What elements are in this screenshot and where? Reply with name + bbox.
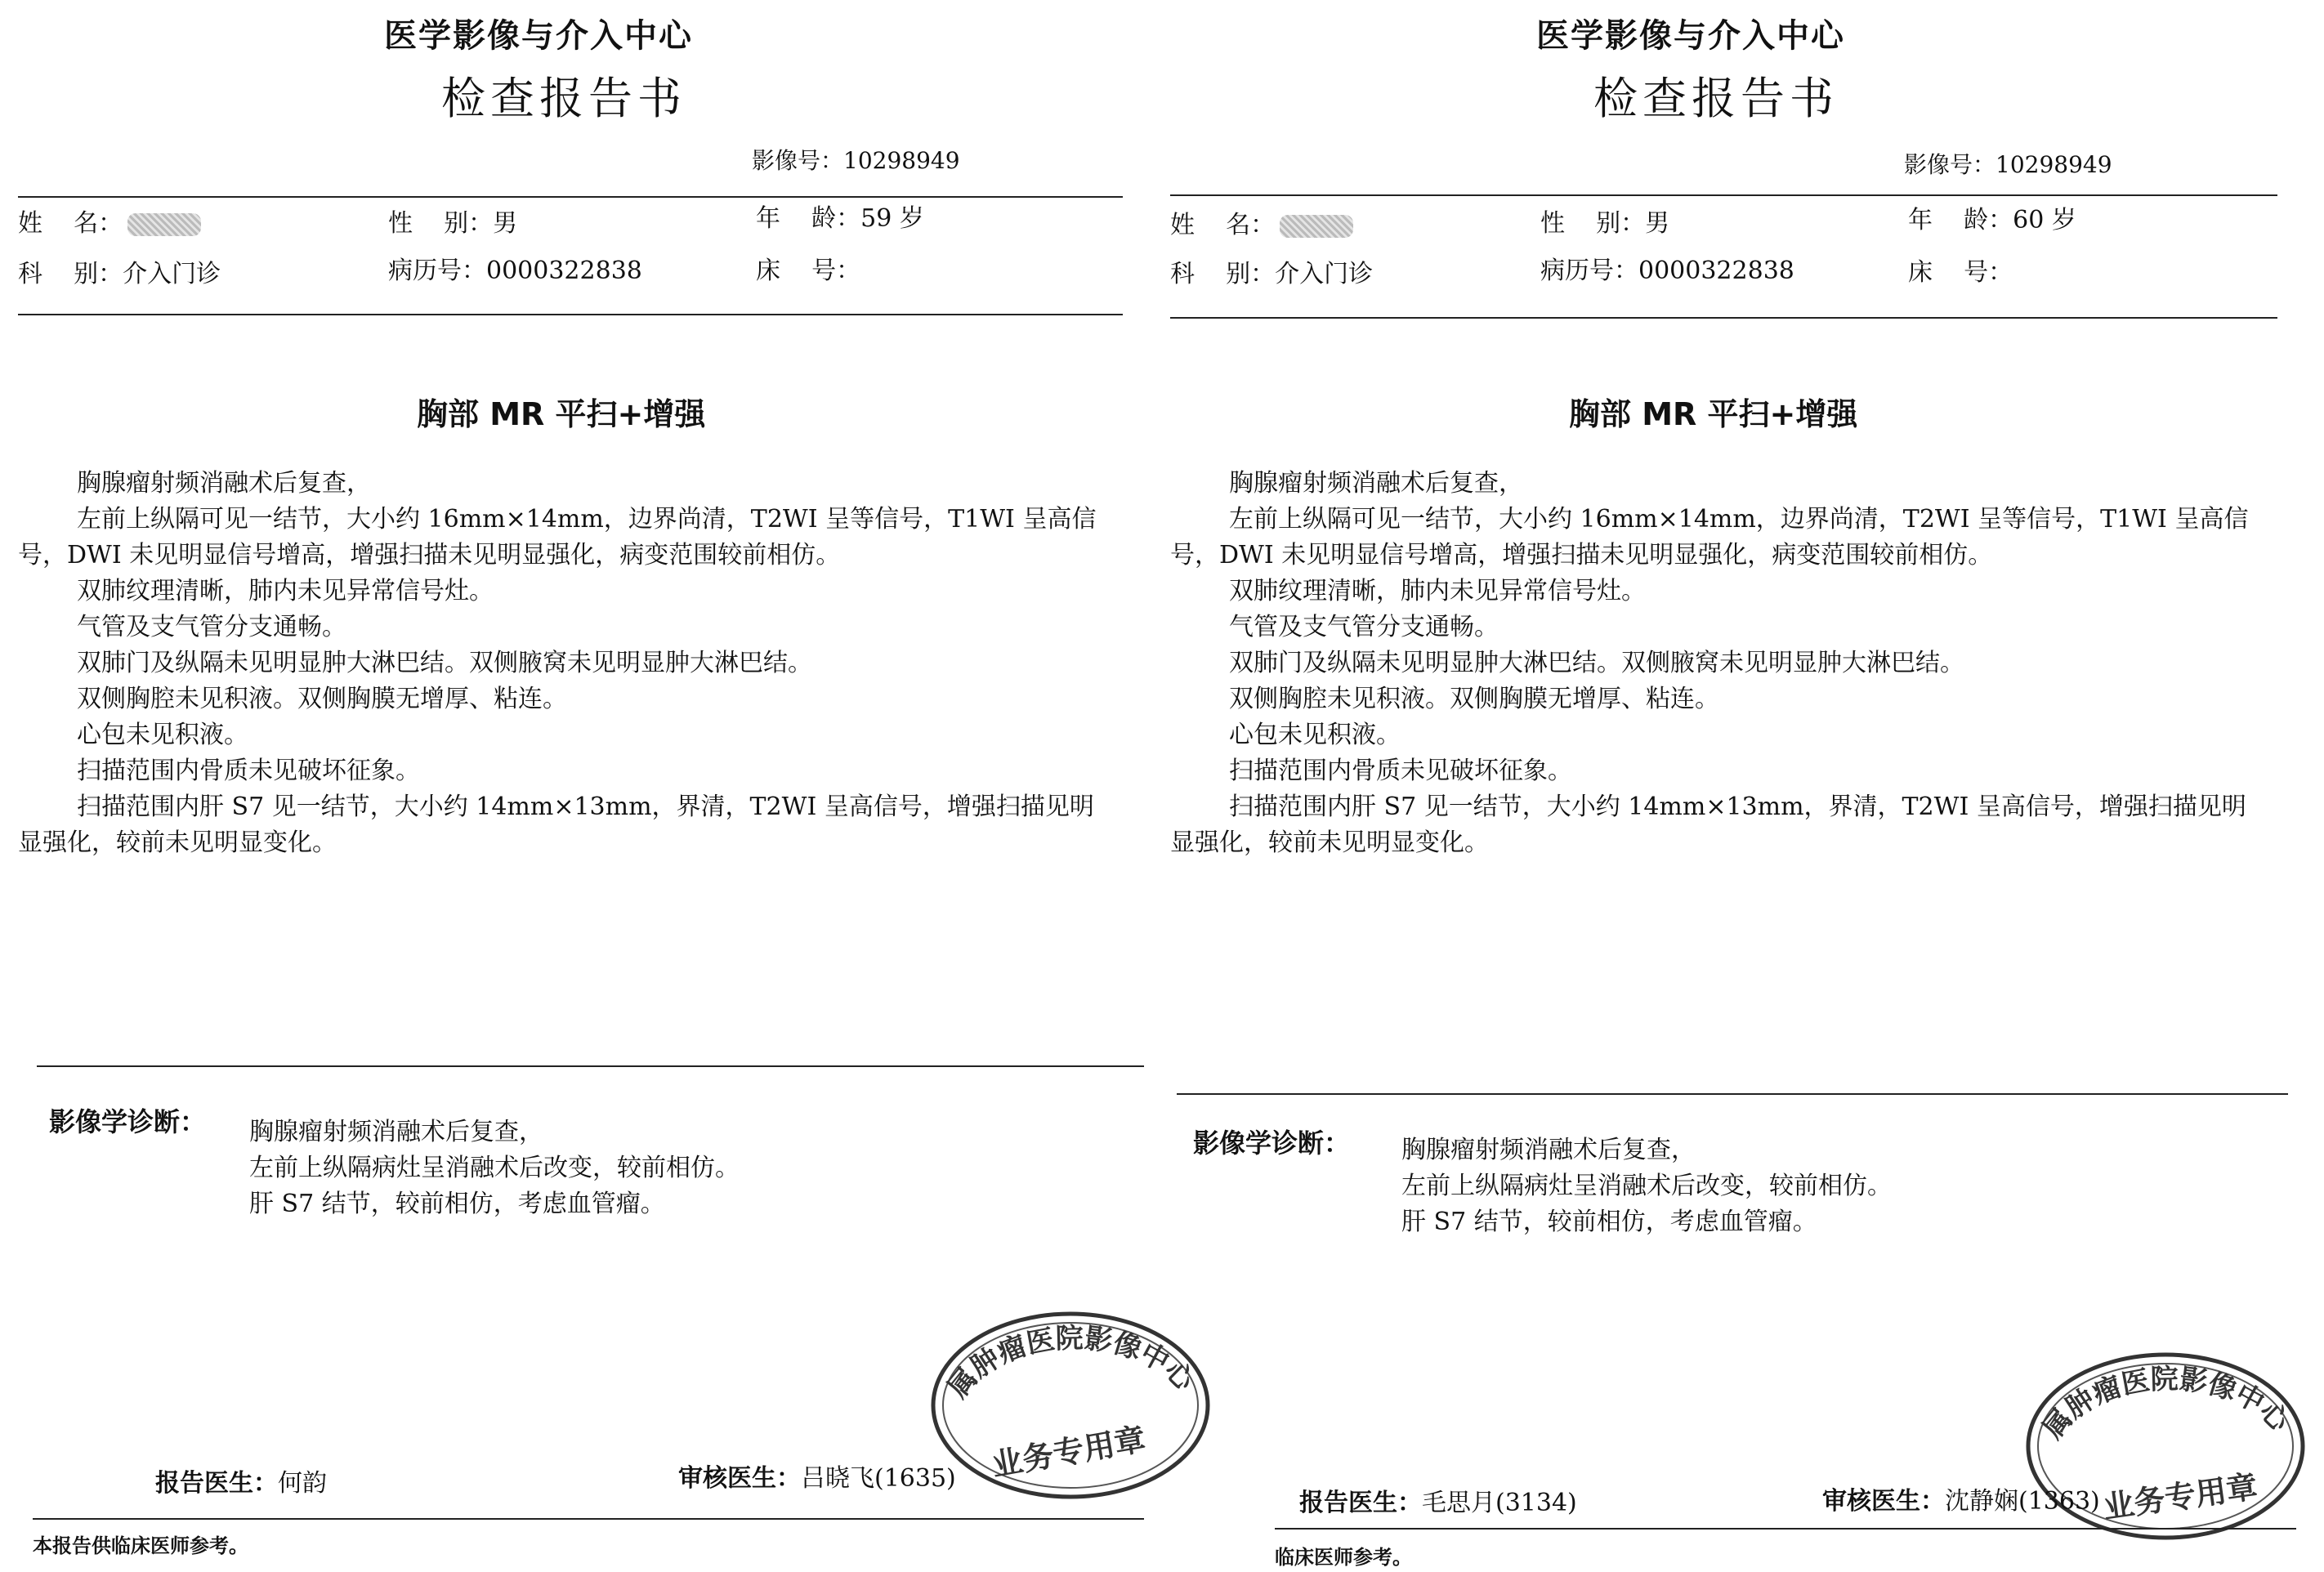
finding-line: 气管及支气管分支通畅。 [77, 613, 346, 641]
finding-line: 心包未见积液。 [77, 721, 248, 749]
report-title: 检查报告书 [441, 73, 686, 124]
finding-line: 扫描范围内骨质未见破坏征象。 [77, 757, 420, 785]
finding-line: 双侧胸腔未见积液。双侧胸膜无增厚、粘连。 [77, 685, 567, 713]
org-name: 医学影像与介入中心 [1536, 17, 1845, 55]
findings [18, 466, 1113, 861]
finding-line: 胸腺瘤射频消融术后复查， [77, 469, 371, 498]
diagnosis-label: 影像学诊断： [49, 1106, 207, 1137]
reporting-doctor [1299, 1482, 1577, 1518]
divider [1177, 1093, 2288, 1095]
image-number: 影像号：10298949 [1904, 151, 2112, 178]
redacted-name [127, 213, 201, 236]
finding-line: 心包未见积液。 [1229, 721, 1401, 749]
reviewing-doctor-label: 审核医生： [678, 1464, 801, 1493]
image-number: 影像号：10298949 [752, 147, 960, 174]
patient-name-label: 姓 名： [1170, 211, 1276, 239]
diagnosis-line: 左前上纵隔病灶呈消融术后改变，较前相仿。 [1401, 1172, 1892, 1200]
patient-name [18, 203, 201, 239]
reporting-doctor-name: 毛思月(3134) [1422, 1489, 1577, 1517]
report-title: 检查报告书 [1593, 73, 1839, 124]
finding-line: 双侧胸腔未见积液。双侧胸膜无增厚、粘连。 [1229, 685, 1719, 713]
divider [1170, 194, 2277, 196]
department: 科 别：介入门诊 [1170, 260, 1374, 288]
exam-title: 胸部 MR 平扫+增强 [417, 396, 706, 432]
report-right [1169, 0, 2313, 1572]
footnote: 临床医师参考。 [1275, 1546, 1412, 1569]
finding-line: 左前上纵隔可见一结节，大小约 16mm×14mm，边界尚清，T2WI 呈等信号，T1WI 呈高信号，DWI 未见明显信号增高，增强扫描未见明显强化，病变范围较前相仿。 [18, 505, 1097, 569]
patient-age: 年 龄：60 岁 [1908, 206, 2076, 234]
divider [1275, 1528, 2296, 1530]
finding-line: 气管及支气管分支通畅。 [1229, 613, 1499, 641]
reporting-doctor-label: 报告医生： [155, 1469, 278, 1498]
finding-line: 左前上纵隔可见一结节，大小约 16mm×14mm，边界尚清，T2WI 呈等信号，T1WI 呈高信号，DWI 未见明显信号增高，增强扫描未见明显强化，病变范围较前相仿。 [1170, 505, 2249, 569]
hospital-seal-stamp [2018, 1340, 2313, 1552]
divider [18, 196, 1123, 198]
findings [1170, 466, 2265, 861]
finding-line: 扫描范围内肝 S7 见一结节，大小约 14mm×13mm，界清，T2WI 呈高信号，增强扫描见明显强化，较前未见明显变化。 [18, 793, 1094, 857]
divider [18, 314, 1123, 315]
reviewing-doctor-label: 审核医生： [1822, 1487, 1945, 1516]
diagnosis [249, 1114, 740, 1222]
diagnosis-line: 胸腺瘤射频消融术后复查， [249, 1118, 543, 1146]
stamp-bottom-text: 业务专用章 [2100, 1467, 2260, 1526]
record-number: 病历号：0000322838 [1540, 257, 1794, 285]
exam-title: 胸部 MR 平扫+增强 [1569, 396, 1858, 432]
bed-number: 床 号： [756, 257, 861, 285]
diagnosis-label: 影像学诊断： [1193, 1128, 1351, 1159]
department: 科 别：介入门诊 [18, 260, 221, 288]
diagnosis-line: 胸腺瘤射频消融术后复查， [1401, 1136, 1696, 1164]
diagnosis [1401, 1132, 1892, 1240]
patient-gender: 性 别：男 [1540, 209, 1670, 238]
finding-line: 双肺门及纵隔未见明显肿大淋巴结。双侧腋窝未见明显肿大淋巴结。 [77, 649, 812, 677]
reviewing-doctor [1822, 1480, 2100, 1516]
finding-line: 双肺纹理清晰，肺内未见异常信号灶。 [77, 577, 494, 605]
patient-name-label: 姓 名： [18, 209, 123, 238]
reviewing-doctor-name: 沈静娴(1363) [1945, 1487, 2100, 1516]
finding-line: 扫描范围内骨质未见破坏征象。 [1229, 757, 1572, 785]
finding-line: 双肺纹理清晰，肺内未见异常信号灶。 [1229, 577, 1646, 605]
stamp-bottom-text: 业务专用章 [989, 1420, 1149, 1484]
divider [37, 1065, 1144, 1067]
footnote: 本报告供临床医师参考。 [33, 1534, 248, 1557]
redacted-name [1280, 215, 1353, 238]
patient-age: 年 龄：59 岁 [756, 204, 924, 233]
finding-line: 双肺门及纵隔未见明显肿大淋巴结。双侧腋窝未见明显肿大淋巴结。 [1229, 649, 1964, 677]
report-left [16, 0, 1201, 1572]
divider [1170, 317, 2277, 319]
diagnosis-line: 左前上纵隔病灶呈消融术后改变，较前相仿。 [249, 1154, 740, 1182]
finding-line: 胸腺瘤射频消融术后复查， [1229, 469, 1523, 498]
reporting-doctor-name: 何韵 [278, 1469, 327, 1498]
patient-name [1170, 204, 1353, 240]
reporting-doctor [155, 1463, 327, 1498]
diagnosis-line: 肝 S7 结节，较前相仿，考虑血管瘤。 [1401, 1208, 1817, 1236]
reviewing-doctor [678, 1458, 956, 1494]
stamp-arc-text: 属肿瘤医院影像中心 [941, 1322, 1201, 1405]
patient-gender: 性 别：男 [388, 209, 518, 238]
org-name: 医学影像与介入中心 [384, 17, 693, 55]
reporting-doctor-label: 报告医生： [1299, 1489, 1422, 1517]
reviewing-doctor-name: 吕晓飞(1635) [801, 1464, 956, 1493]
record-number: 病历号：0000322838 [388, 257, 642, 285]
finding-line: 扫描范围内肝 S7 见一结节，大小约 14mm×13mm，界清，T2WI 呈高信号，增强扫描见明显强化，较前未见明显变化。 [1170, 793, 2246, 857]
divider [33, 1518, 1144, 1520]
bed-number: 床 号： [1908, 258, 2013, 287]
diagnosis-line: 肝 S7 结节，较前相仿，考虑血管瘤。 [249, 1190, 665, 1218]
stamp-arc-text: 属肿瘤医院影像中心 [2036, 1363, 2296, 1445]
